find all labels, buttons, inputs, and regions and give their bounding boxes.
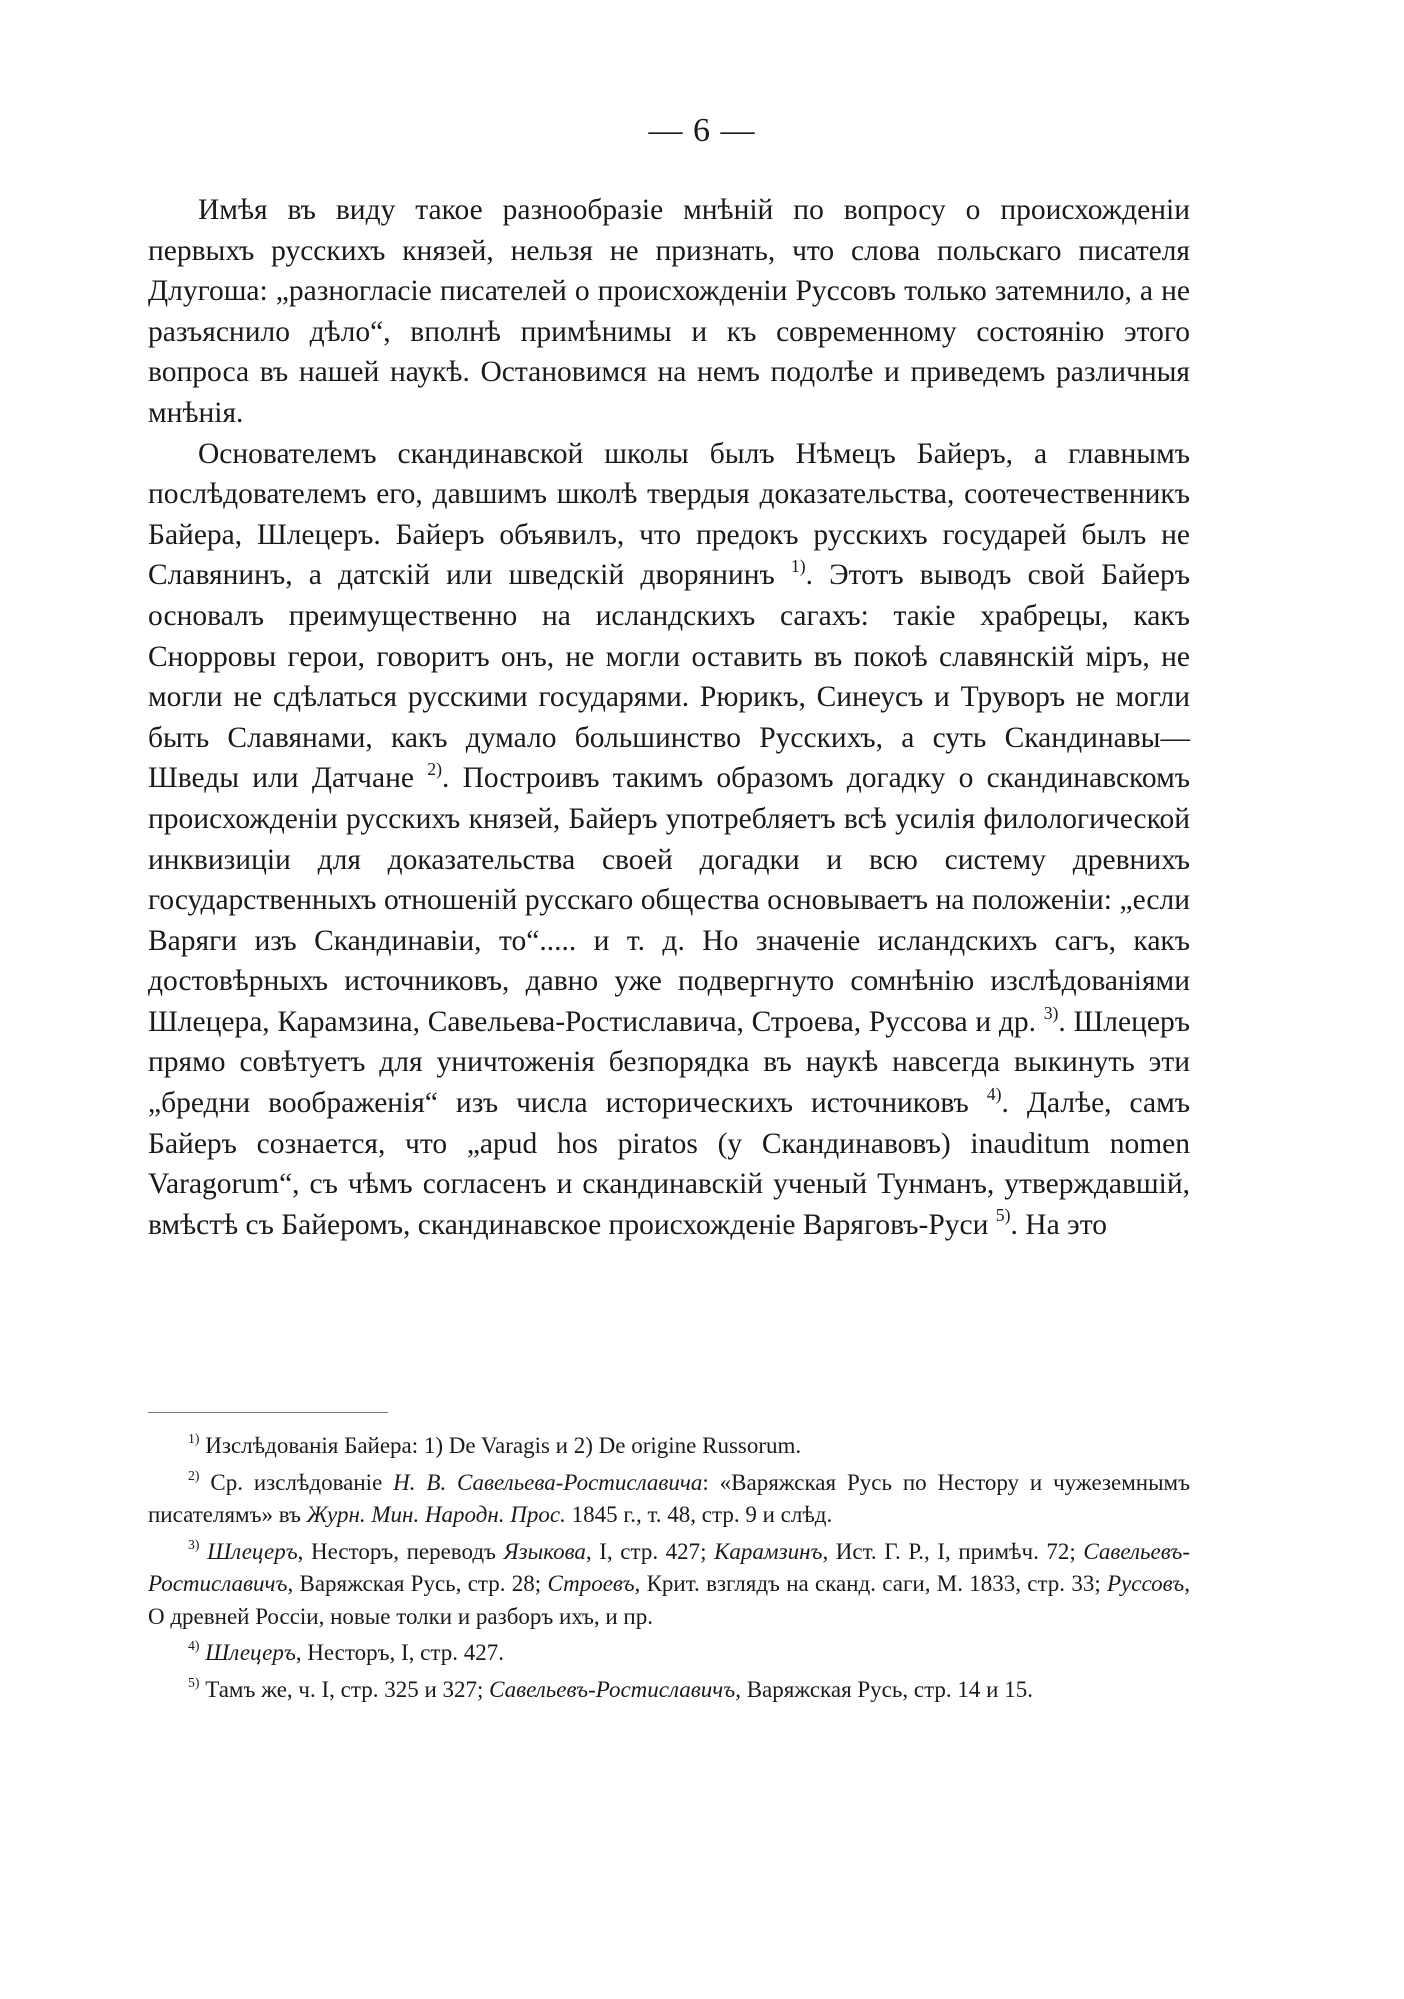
text-run: . Шлецеръ прямо совѣтуетъ для уничтоженія безпорядка въ наукѣ навсегда выкинуть эти „бредни воображенія“ изъ числа историческихъ источниковъ (148, 1005, 1190, 1120)
footnote-number: 3) (188, 1536, 200, 1552)
italic-text: Савельевъ-Ростиславичъ (148, 1538, 1191, 1596)
text-run: Имѣя въ виду такое разнообразіе мнѣній по вопросу о происхожденіи первыхъ русскихъ князей, нельзя не признать, что слова польскаго писателя Длугоша: „разногласіе писателей о происхожденіи Руссовъ только затемнило, а не разъяснило дѣло“, вполнѣ примѣнимы и къ современному состоянію этого вопроса въ нашей наукѣ. Остановимся на немъ подолѣе и приведемъ различныя мнѣнія. (148, 194, 1190, 429)
footnote-ref: 4) (986, 1083, 1002, 1104)
italic-text: Шлецеръ (205, 1640, 296, 1665)
text-run: , О древней Россіи, новые толки и разборъ ихъ, и пр. (148, 1571, 1190, 1629)
text-run: . Далѣе, самъ Байеръ сознается, что „apud hos piratos (у Скандинавовъ) inauditum nomen Varagorum“, съ чѣмъ согласенъ и скандинавскій ученый Тунманъ, утверждавшій, вмѣстѣ съ Байеромъ, скандинавское происхожденіе Варяговъ-Руси (148, 1087, 1190, 1241)
text-run: : «Варяжская Русь по Нестору и чужеземнымъ писателямъ» въ (148, 1469, 1190, 1527)
footnote-ref: 5) (995, 1205, 1011, 1226)
text-run: , Несторъ, I, стр. 427. (295, 1640, 504, 1665)
italic-text: Журн. Мин. Народн. Прос. (306, 1502, 566, 1527)
paragraph (148, 434, 1190, 1246)
italic-text: Строевъ (547, 1571, 635, 1596)
italic-text: Карамзинъ (714, 1538, 823, 1564)
text-run: Ср. изслѣдованіе (210, 1469, 394, 1495)
footnote (148, 1536, 1190, 1634)
italic-text: Языкова (503, 1538, 586, 1564)
italic-text: Н. В. Савельева-Ростиславича (393, 1469, 703, 1495)
footnote (148, 1467, 1190, 1532)
footnote-ref: 1) (790, 555, 806, 576)
text-run: Изслѣдованія Байера: 1) De Varagis и 2) De origine Russorum. (205, 1433, 802, 1458)
footnote-number: 4) (188, 1638, 200, 1654)
text-run: Основателемъ скандинавской школы былъ Нѣмецъ Байеръ, а главнымъ послѣдователемъ его, давшимъ школѣ твердыя доказательства, соотечественникъ Байера, Шлецеръ. Байеръ объявилъ, что предокъ русскихъ государей былъ не Славянинъ, а датскій или шведскій дворянинъ (148, 437, 1190, 592)
text-run: Тамъ же, ч. I, стр. 325 и 327; (205, 1676, 490, 1702)
footnote (148, 1674, 1190, 1707)
footnote-divider (148, 1412, 388, 1413)
text-run: . Этотъ выводъ свой Байеръ основалъ преимущественно на исландскихъ сагахъ: такіе храбрецы, какъ Снорровы герои, говоритъ онъ, не могли оставить въ покоѣ славянскій міръ, не могли не сдѣлаться русскими государями. Рюрикъ, Синеусъ и Труворъ не могли быть Славянами, какъ думало большинство Русскихъ, а суть Скандинавы—Шведы или Датчане (148, 559, 1190, 795)
text-run: , I, стр. 427; (585, 1538, 715, 1564)
italic-text: Шлецеръ (207, 1538, 298, 1564)
footnote (148, 1637, 1190, 1670)
footnotes (148, 1430, 1190, 1710)
text-run: . Построивъ такимъ образомъ догадку о скандинавскомъ происхожденіи русскихъ князей, Байеръ употребляетъ всѣ усилія филологической инквизиціи для доказательства своей догадки и всю систему древнихъ государственныхъ отношеній русскаго общества основываетъ на положеніи: „если Варяги изъ Скандинавіи, то“..... и т. д. Но значеніе исландскихъ сагъ, какъ достовѣрныхъ источниковъ, давно уже подвергнуто сомнѣнію изслѣдованіями Шлецера, Карамзина, Савельева-Ростиславича, Строева, Руссова и др. (148, 762, 1190, 1038)
text-run: 1845 г., т. 48, стр. 9 и слѣд. (565, 1502, 833, 1527)
footnote (148, 1430, 1190, 1463)
page-number: — 6 — (648, 112, 756, 149)
footnote-number: 2) (188, 1467, 200, 1483)
footnote-ref: 2) (427, 758, 442, 779)
text-run: , Варяжская Русь, стр. 28; (287, 1571, 548, 1596)
text-run: , Несторъ, переводъ (297, 1538, 504, 1564)
text-run: , Крит. взглядъ на сканд. саги, М. 1833, стр. 33; (634, 1571, 1107, 1596)
paragraph (148, 190, 1190, 434)
text-run: . На это (1010, 1208, 1107, 1241)
italic-text: Савельевъ-Ростиславичъ (489, 1676, 736, 1702)
footnote-ref: 3) (1043, 1002, 1059, 1023)
main-text (148, 190, 1190, 1245)
footnote-number: 1) (188, 1431, 200, 1447)
text-run: , Ист. Г. Р., I, примѣч. 72; (822, 1538, 1084, 1564)
footnote-number: 5) (188, 1674, 200, 1690)
italic-text: Руссовъ (1107, 1571, 1185, 1596)
text-run: , Варяжская Русь, стр. 14 и 15. (735, 1676, 1033, 1702)
